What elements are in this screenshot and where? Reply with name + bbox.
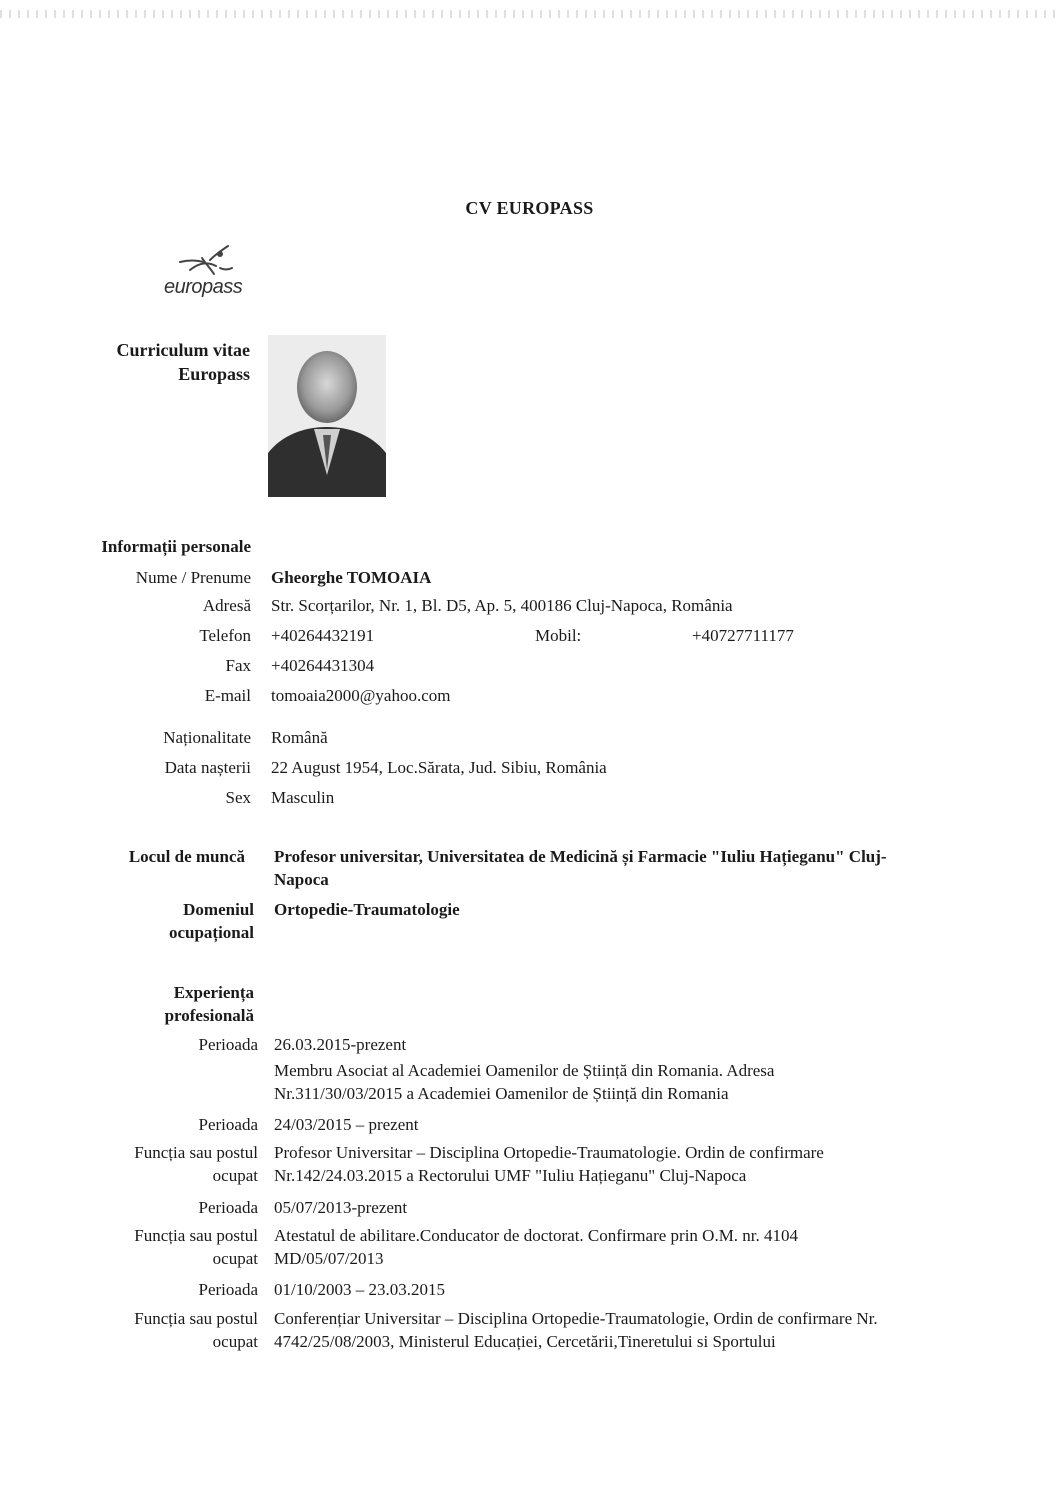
- function-label-line1: Funcția sau postul: [134, 1226, 258, 1245]
- domain-value: Ortopedie-Traumatologie: [274, 900, 460, 919]
- function-label-line2: ocupat: [212, 1249, 258, 1268]
- period-value: 05/07/2013-prezent: [274, 1198, 408, 1217]
- period-label: Perioada: [198, 1115, 258, 1134]
- period-value: 24/03/2015 – prezent: [274, 1115, 419, 1134]
- workplace-value-line2: Napoca: [274, 870, 329, 889]
- phone-value: +40264432191: [271, 626, 375, 645]
- fax-label: Fax: [225, 656, 251, 675]
- period-value: 26.03.2015-prezent: [274, 1035, 407, 1054]
- document-title: CV EUROPASS: [465, 198, 594, 218]
- email-value: tomoaia2000@yahoo.com: [271, 686, 451, 705]
- function-label-line1: Funcția sau postul: [134, 1143, 258, 1162]
- domain-label-line1: Domeniul: [183, 900, 254, 919]
- experience-description-line1: Membru Asociat al Academiei Oamenilor de Știință din Romania. Adresa: [274, 1061, 775, 1080]
- function-value-line1: Conferențiar Universitar – Disciplina Ortopedie-Traumatologie, Ordin de confirmare Nr.: [274, 1309, 878, 1328]
- europass-logo-text: europass: [164, 276, 243, 298]
- mobile-label: Mobil:: [535, 626, 582, 645]
- experience-label-line1: Experiența: [173, 983, 254, 1002]
- function-value-line2: Nr.142/24.03.2015 a Rectorului UMF "Iuliu Hațieganu" Cluj-Napoca: [274, 1166, 747, 1185]
- portrait-photo: [268, 335, 386, 497]
- function-value-line1: Atestatul de abilitare.Conducator de doctorat. Confirmare prin O.M. nr. 4104: [274, 1226, 799, 1245]
- europass-figure-icon: [150, 240, 270, 280]
- workplace-label: Locul de muncă: [128, 847, 245, 866]
- experience-label-line2: profesională: [164, 1006, 254, 1025]
- section-personal-info: Informații personale: [101, 537, 251, 556]
- sex-label: Sex: [225, 788, 251, 807]
- fax-value: +40264431304: [271, 656, 375, 675]
- scan-artifact-strip: [0, 10, 1059, 18]
- nationality-label: Naționalitate: [163, 728, 251, 747]
- mobile-value: +40727711177: [692, 626, 794, 645]
- europass-logo: [150, 240, 270, 305]
- experience-description-line2: Nr.311/30/03/2015 a Academiei Oamenilor de Știință din Romania: [274, 1084, 729, 1103]
- function-value-line2: 4742/25/08/2003, Ministerul Educației, Cercetării,Tineretului si Sportului: [274, 1332, 776, 1351]
- function-label-line1: Funcția sau postul: [134, 1309, 258, 1328]
- sex-value: Masculin: [271, 788, 335, 807]
- period-label: Perioada: [198, 1280, 258, 1299]
- function-value-line2: MD/05/07/2013: [274, 1249, 384, 1268]
- cv-heading-line2: Europass: [178, 364, 250, 384]
- email-label: E-mail: [204, 686, 251, 705]
- birth-label: Data nașterii: [164, 758, 251, 777]
- address-value: Str. Scorțarilor, Nr. 1, Bl. D5, Ap. 5, 400186 Cluj-Napoca, România: [271, 596, 733, 615]
- birth-value: 22 August 1954, Loc.Sărata, Jud. Sibiu, România: [271, 758, 607, 777]
- address-label: Adresă: [202, 596, 251, 615]
- domain-label-line2: ocupațional: [168, 923, 254, 942]
- period-label: Perioada: [198, 1198, 258, 1217]
- name-label: Nume / Prenume: [135, 568, 251, 587]
- workplace-value-line1: Profesor universitar, Universitatea de Medicină și Farmacie "Iuliu Hațieganu" Cluj-: [274, 847, 887, 866]
- function-label-line2: ocupat: [212, 1332, 258, 1351]
- period-label: Perioada: [198, 1035, 258, 1054]
- function-value-line1: Profesor Universitar – Disciplina Ortopedie-Traumatologie. Ordin de confirmare: [274, 1143, 824, 1162]
- nationality-value: Română: [271, 728, 328, 747]
- period-value: 01/10/2003 – 23.03.2015: [274, 1280, 445, 1299]
- cv-heading: [60, 338, 250, 386]
- cv-heading-line1: Curriculum vitae: [116, 340, 250, 360]
- portrait-image: [268, 335, 386, 497]
- name-value: Gheorghe TOMOAIA: [271, 568, 432, 587]
- function-label-line2: ocupat: [212, 1166, 258, 1185]
- phone-label: Telefon: [199, 626, 251, 645]
